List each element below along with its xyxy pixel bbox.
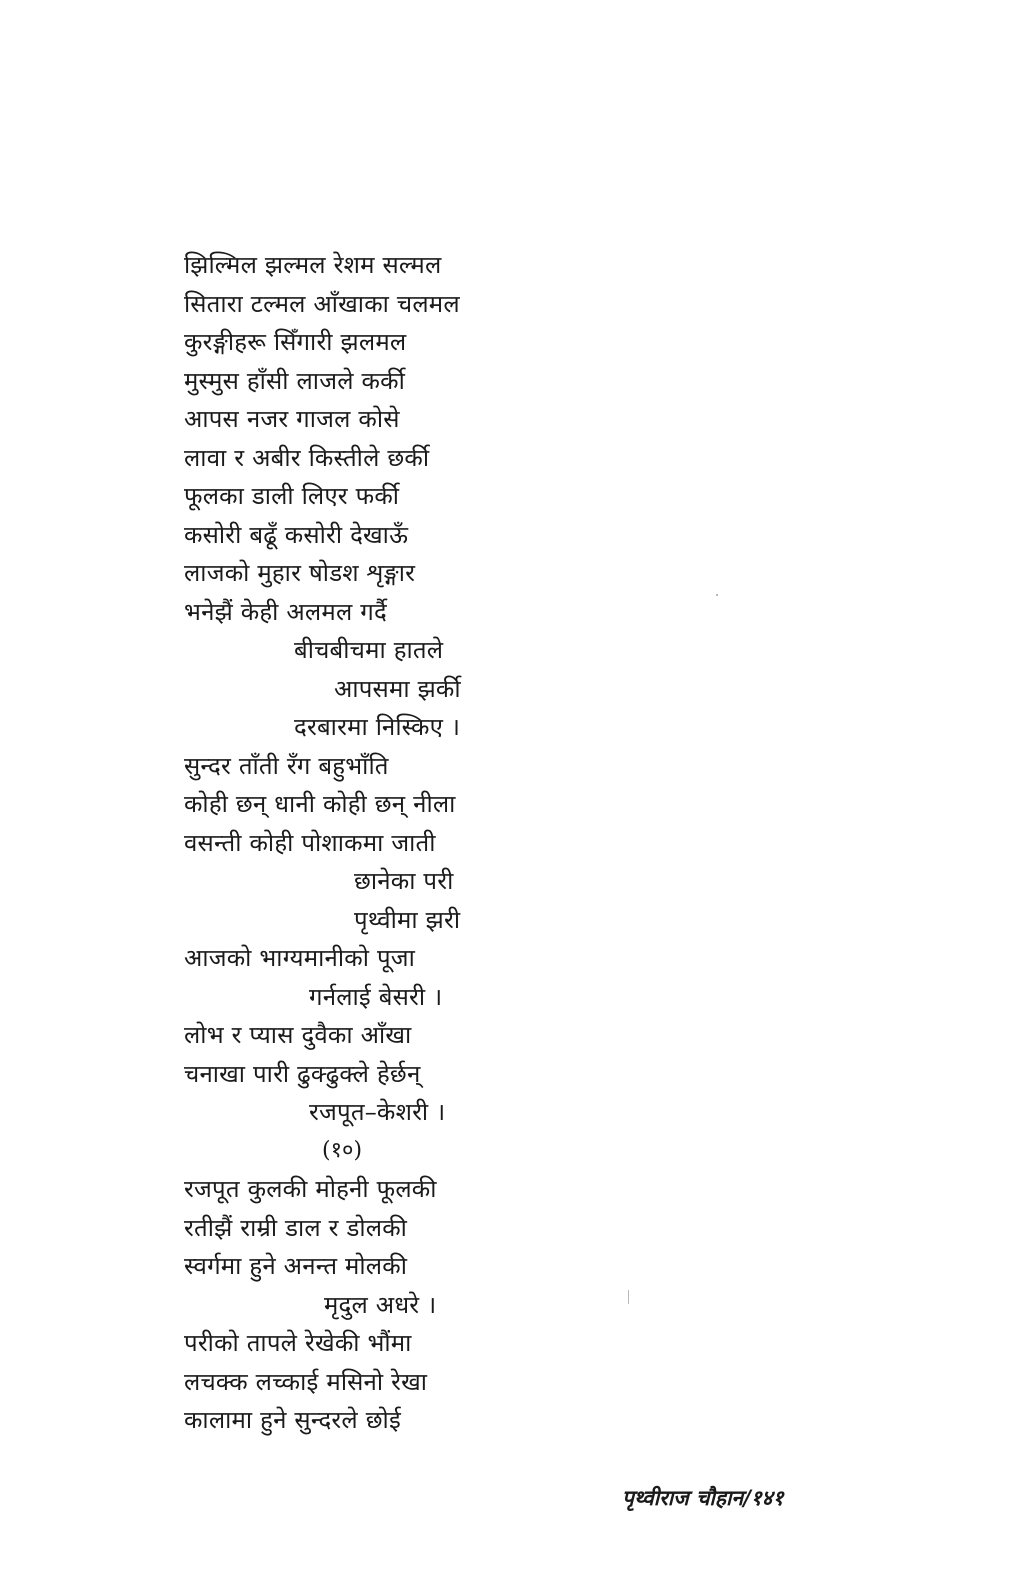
running-footer: पृथ्वीराज चौहान/१४१ <box>622 1485 784 1510</box>
poem-line-indented: बीचबीचमा हातले <box>294 636 444 664</box>
poem-line-indented: छानेका परी <box>354 867 454 895</box>
poem-verse-block <box>184 246 564 1440</box>
poem-line: लोभ र प्यास दुवैका आँखा <box>184 1021 412 1049</box>
poem-line: फूलका डाली लिएर फर्की <box>184 482 400 510</box>
poem-line-indented: रजपूत–केशरी । <box>309 1098 446 1126</box>
poem-line: रतीझैं राम्री डाल र डोलकी <box>184 1213 408 1242</box>
scan-speck <box>716 594 718 596</box>
poem-line: आजको भाग्यमानीको पूजा <box>184 944 416 972</box>
poem-line: चनाखा पारी ढुक्ढुक्ले हेर्छन् <box>184 1059 421 1088</box>
poem-line: स्वर्गमा हुने अनन्त मोलकी <box>184 1252 408 1280</box>
scan-speck <box>628 1290 629 1304</box>
poem-line: परीको तापले रेखेकी भौंमा <box>184 1329 412 1357</box>
poem-line: लाजको मुहार षोडश शृङ्गार <box>184 559 416 587</box>
poem-line: कोही छन् धानी कोही छन् नीला <box>184 790 456 818</box>
poem-line-indented: मृदुल अधरे । <box>324 1290 437 1319</box>
poem-line: वसन्ती कोही पोशाकमा जाती <box>184 828 436 857</box>
poem-line: रजपूत कुलकी मोहनी फूलकी <box>184 1175 437 1203</box>
poem-line-indented: दरबारमा निस्किए । <box>294 713 461 741</box>
poem-line-indented: आपसमा झर्की <box>334 674 461 703</box>
poem-line: सुन्दर ताँती रँग बहुभाँति <box>184 751 389 780</box>
poem-line: सितारा टल्मल आँखाका चलमल <box>184 289 460 318</box>
poem-line: कुरङ्गीहरू सिँगारी झलमल <box>184 328 407 356</box>
poem-line: झिल्मिल झल्मल रेशम सल्मल <box>184 251 442 279</box>
poem-line: लचक्क लच्काई मसिनो रेखा <box>184 1367 428 1396</box>
poem-line: भनेझैं केही अलमल गर्दै <box>184 597 387 626</box>
stanza-number: (१०) <box>322 1137 363 1163</box>
poem-line: कालामा हुने सुन्दरले छोई <box>184 1406 401 1434</box>
poem-line-indented: गर्नलाई बेसरी । <box>309 982 443 1011</box>
poem-line: मुस्मुस हाँसी लाजले कर्की <box>184 366 405 395</box>
poem-line: कसोरी बढूँ कसोरी देखाऊँ <box>184 520 409 549</box>
poem-line: लावा र अबीर किस्तीले छर्की <box>184 443 430 472</box>
poem-line-indented: पृथ्वीमा झरी <box>354 905 461 934</box>
poem-line: आपस नजर गाजल कोसे <box>184 405 400 433</box>
